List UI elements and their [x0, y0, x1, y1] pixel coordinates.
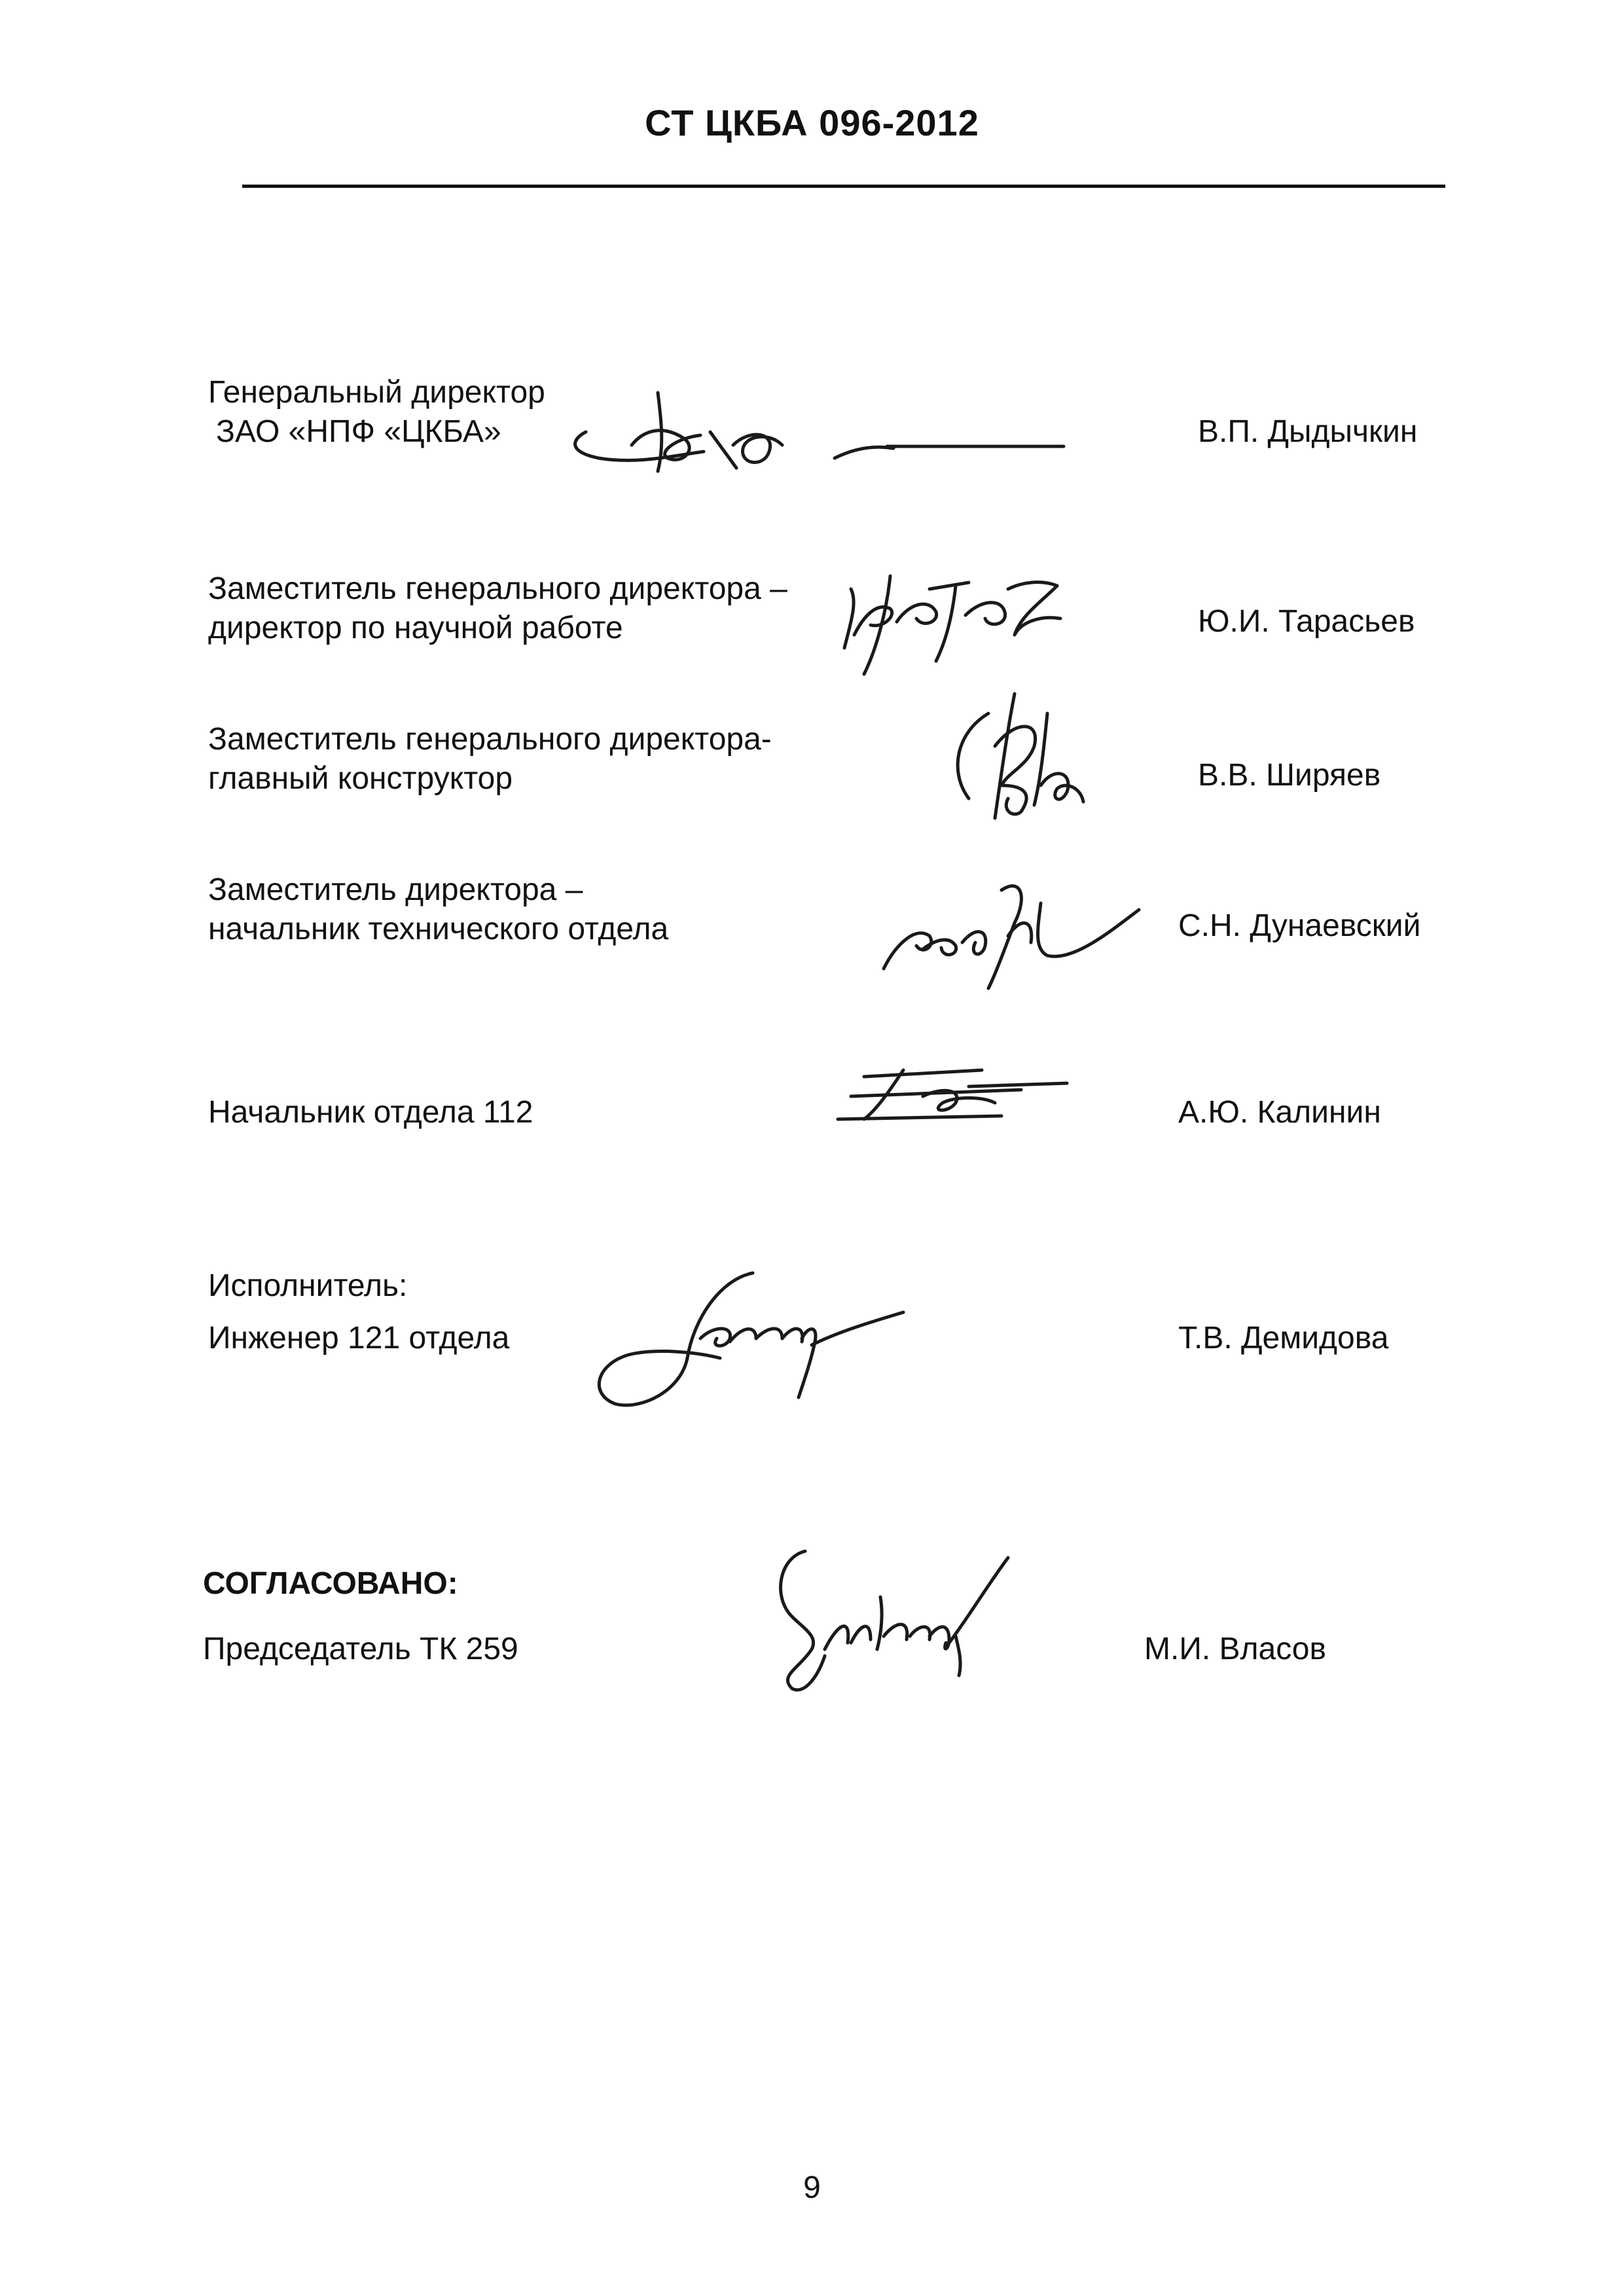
position-line: директор по научной работе: [208, 611, 623, 645]
approval-position: Председатель ТК 259: [203, 1632, 518, 1666]
signature-image: [877, 864, 1152, 995]
signature-image: [825, 563, 1087, 694]
position-title: [208, 1093, 533, 1132]
signature-image: [825, 1057, 1074, 1129]
page-number: 9: [803, 2170, 821, 2205]
signatory-name: Т.В. Демидова: [1178, 1321, 1389, 1355]
position-line: ЗАО «НПФ «ЦКБА»: [216, 414, 501, 449]
position-line: Заместитель директора –: [208, 872, 583, 907]
position-line: Начальник отдела 112: [208, 1095, 533, 1130]
signature-image: [589, 1266, 929, 1417]
position-line: главный конструктор: [208, 761, 513, 796]
header-rule: [242, 185, 1445, 188]
position-line: Исполнитель:: [208, 1268, 408, 1303]
position-title: [208, 569, 787, 648]
position-line: начальник технического отдела: [208, 912, 669, 946]
position-line: Генеральный директор: [208, 375, 545, 410]
signatory-name: А.Ю. Калинин: [1178, 1095, 1381, 1130]
position-title: [208, 373, 545, 452]
signature-image: [753, 1545, 1041, 1702]
signatory-name: Ю.И. Тарасьев: [1198, 604, 1415, 639]
approval-name: М.И. Власов: [1144, 1632, 1326, 1666]
signatory-name: С.Н. Дунаевский: [1178, 908, 1421, 943]
signature-image: [560, 393, 1083, 484]
position-title: [208, 1266, 509, 1358]
page-header: СТ ЦКБА 096-2012: [645, 102, 979, 143]
position-title: [208, 870, 668, 949]
position-line: Заместитель генерального директора –: [208, 571, 787, 606]
signatory-name: В.В. Ширяев: [1198, 758, 1381, 793]
position-line: Заместитель генерального директора-: [208, 722, 772, 757]
position-title: [208, 720, 772, 798]
position-line: Инженер 121 отдела: [208, 1321, 510, 1355]
approval-heading: СОГЛАСОВАНО:: [203, 1566, 458, 1601]
signatory-name: В.П. Дыдычкин: [1198, 414, 1418, 449]
signature-image: [943, 687, 1100, 838]
